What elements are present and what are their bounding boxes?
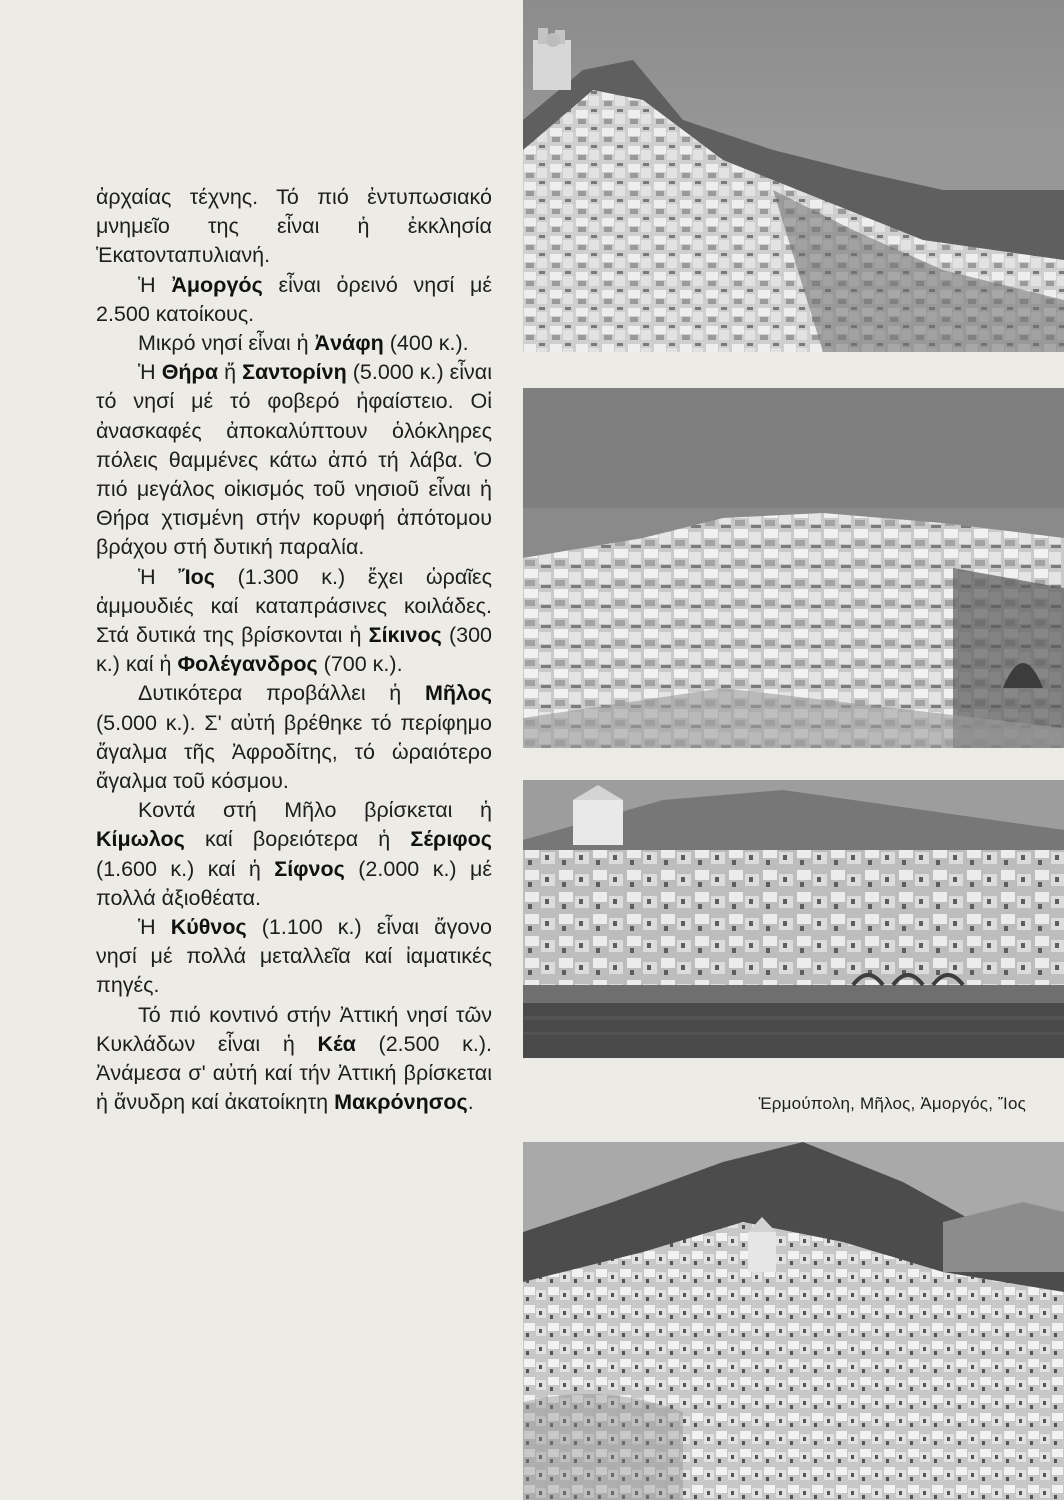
paragraph-paros-end: ἀρχαίας τέχνης. Τό πιό ἐντυπωσιακό μνημεῖο της εἶναι ἡ ἐκκλησία Ἑκατονταπυλιανή. — [96, 185, 492, 268]
photo-hillside-town — [523, 0, 1064, 352]
paragraph-kea: Τό πιό κοντινό στήν Ἀττική νησί τῶν Κυκλάδων εἶναι ἡ Κέα (2.500 κ.). Ἀνάμεσα σ' αὐτή καί τήν Ἀττική βρίσκεται ἡ ἄνυδρη καί ἀκατοίκητη Μακρόνησος. — [96, 1002, 493, 1115]
photo-hill-village — [523, 1142, 1064, 1500]
island-name: Σίκινος — [368, 623, 442, 648]
article-text — [96, 183, 492, 1118]
island-name: Θήρα — [161, 360, 219, 385]
island-name: Σαντορίνη — [242, 360, 347, 385]
paragraph-thira: Ἡ Θήρα ἤ Σαντορίνη (5.000 κ.) εἶναι τό νησί μέ τό φοβερό ἡφαίστειο. Οἱ ἀνασκαφές ἀποκαλύπτουν ὁλόκληρες πόλεις θαμμένες κάτω ἀπό τή λάβα. Ὁ πιό μεγάλος οἰκισμός τοῦ νησιοῦ εἶναι ἡ Θήρα χτισμένη στήν κορυφή ἀπότομου βράχου στή δυτική παραλία. — [96, 360, 493, 560]
paragraph-milos: Δυτικότερα προβάλλει ἡ Μῆλος (5.000 κ.). Σ' αὐτή βρέθηκε τό περίφημο ἄγαλμα τῆς Ἀφροδίτης, τό ὡραιότερο ἄγαλμα τοῦ κόσμου. — [96, 681, 492, 794]
island-name: Ἀμοργός — [171, 272, 263, 297]
island-name: Ἴος — [178, 564, 215, 589]
photo-hillside-town-image — [523, 0, 1064, 352]
paragraph-kimolos: Κοντά στή Μῆλο βρίσκεται ἡ Κίμωλος καί βορειότερα ἡ Σέριφος (1.600 κ.) καί ἡ Σίφνος (2.000 κ.) μέ πολλά ἀξιοθέατα. — [96, 798, 492, 910]
photo-harbor-town — [523, 780, 1064, 1058]
paragraph-ios: Ἡ Ἴος (1.300 κ.) ἔχει ὡραῖες ἀμμουδιές καί καταπράσινες κοιλάδες. Στά δυτικά της βρίσκονται ἡ Σίκινος (300 κ.) καί ἡ Φολέγανδρος (700 κ.). — [96, 564, 493, 677]
photo-harbor-town-image — [523, 780, 1064, 1058]
island-name: Μῆλος — [424, 681, 492, 706]
paragraph-amorgos: Ἡ Ἀμοργός εἶναι ὀρεινό νησί μέ 2.500 κατοίκους. — [96, 272, 492, 326]
paragraph-kythnos: Ἡ Κύθνος (1.100 κ.) εἶναι ἄγονο νησί μέ πολλά μεταλλεῖα καί ἰαματικές πηγές. — [96, 915, 492, 998]
photo-coastal-town-image — [523, 388, 1064, 748]
island-name: Κύθνος — [170, 915, 247, 940]
paragraph-anafi: Μικρό νησί εἶναι ἡ Ἀνάφη (400 κ.). — [138, 331, 469, 356]
photo-caption: Ἑρμούπολη, Μῆλος, Ἀμοργός, Ἴος — [758, 1094, 1026, 1113]
island-name: Ἀνάφη — [314, 331, 384, 356]
photo-coastal-town — [523, 388, 1064, 748]
island-name: Κίμωλος — [96, 827, 185, 852]
island-name: Μακρόνησος — [334, 1090, 468, 1115]
island-name: Σίφνος — [274, 856, 345, 881]
island-name: Φολέγανδρος — [177, 652, 318, 677]
island-name: Κέα — [317, 1031, 356, 1056]
island-name: Σέριφος — [410, 827, 492, 852]
photo-hill-village-image — [523, 1142, 1064, 1500]
